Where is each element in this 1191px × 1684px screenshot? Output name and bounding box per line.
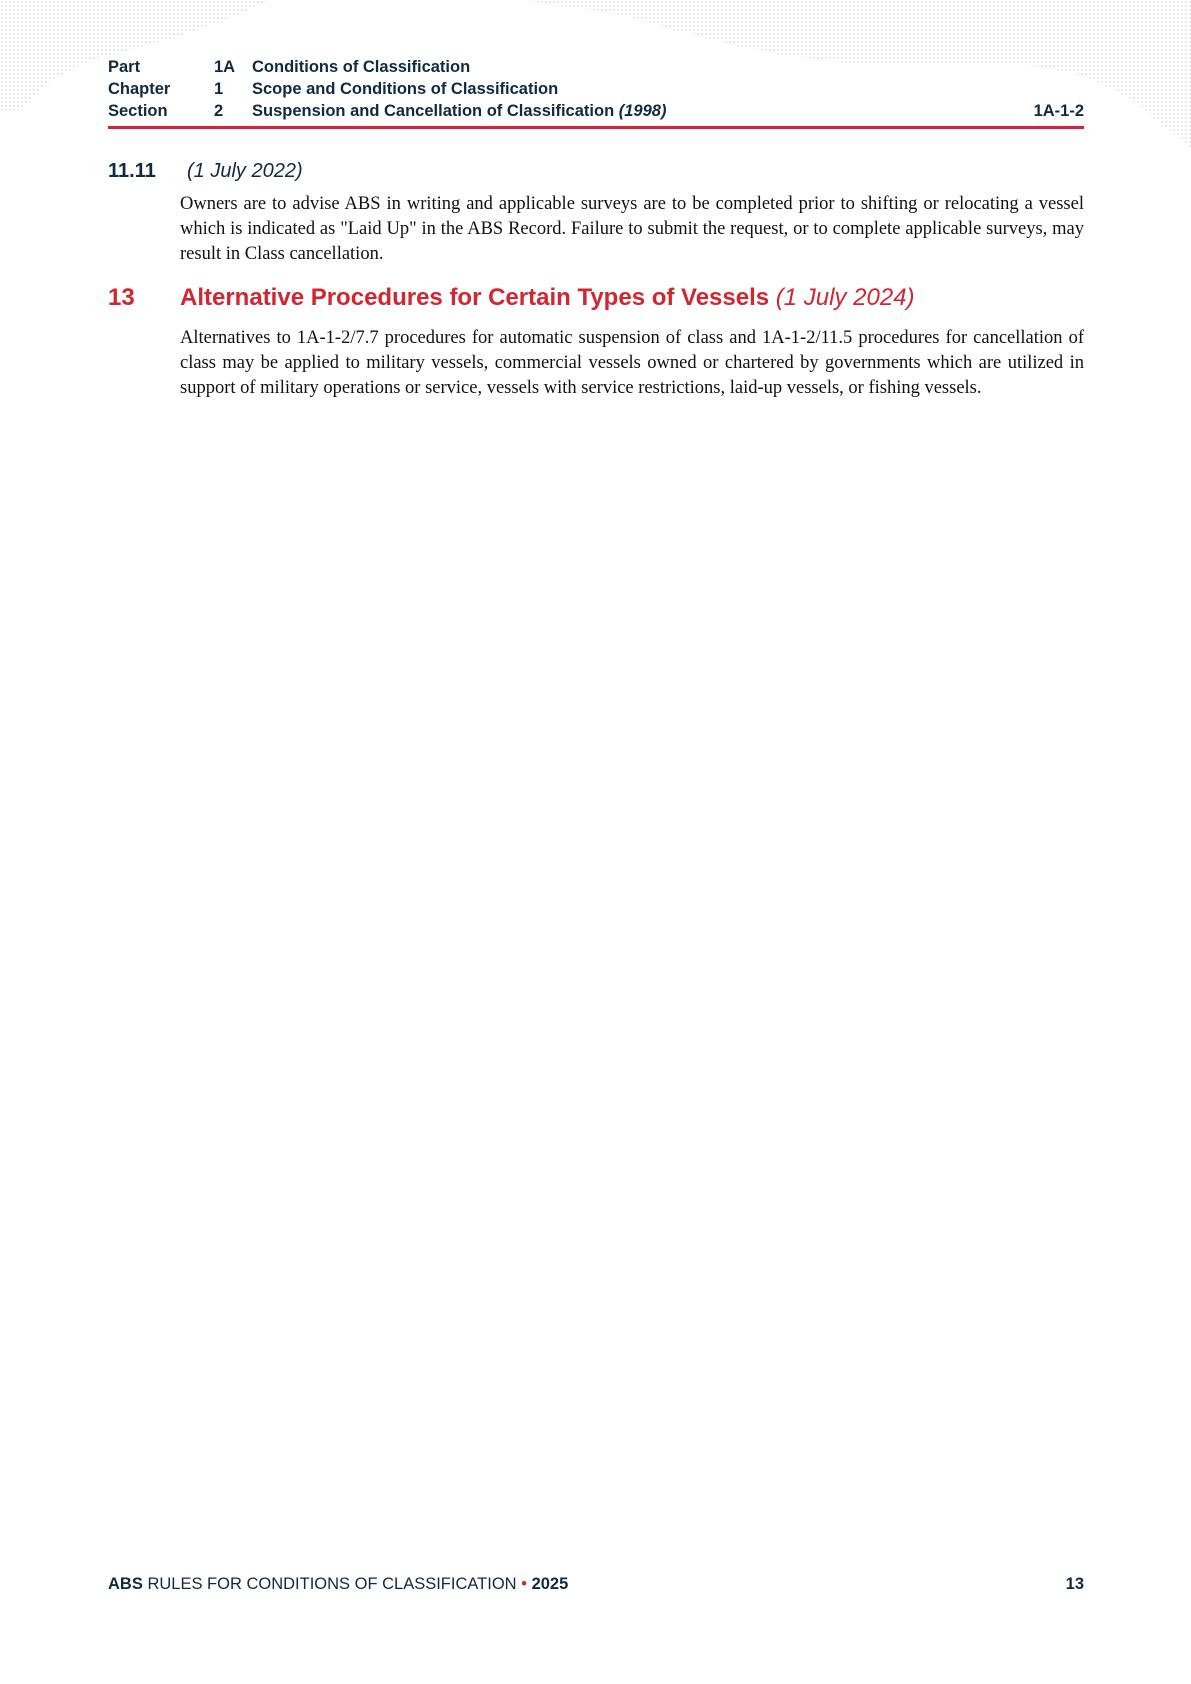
section-number: 2 — [214, 102, 224, 120]
part-title: Conditions of Classification — [252, 58, 471, 76]
footer-separator: • — [521, 1575, 527, 1593]
chapter-number: 1 — [214, 80, 224, 98]
section-label: Section — [108, 102, 168, 120]
page-footer — [108, 1573, 1084, 1595]
section-heading-title: Alternative Procedures for Certain Types of Vessels — [180, 284, 770, 311]
page-number: 13 — [1065, 1575, 1084, 1593]
header-section-row — [108, 100, 1084, 122]
footer-year: 2025 — [531, 1575, 569, 1593]
section-heading-date: (1 July 2024) — [775, 284, 915, 311]
subsection-number: 11.11 — [108, 160, 156, 182]
section-reference: 1A-1-2 — [1033, 102, 1084, 120]
section-heading-number: 13 — [108, 284, 135, 311]
section-paragraph: Alternatives to 1A-1-2/7.7 procedures for automatic suspension of class and 1A-1-2/11.5 procedures for cancellation of class may be applied to military vessels, commercial vessels owned or chartered by governments which are utilized in support of military operations or service, vessels with service restrictions, laid-up vessels, or fishing vessels. — [180, 328, 1084, 398]
header-rule — [108, 126, 1084, 129]
part-label: Part — [108, 58, 141, 76]
part-number: 1A — [214, 58, 236, 76]
subsection-paragraph: Owners are to advise ABS in writing and applicable surveys are to be completed prior to shifting or relocating a vessel which is indicated as "Laid Up" in the ABS Record. Failure to submit the request, or to complete applicable surveys, may result in Class cancellation. — [180, 194, 1084, 264]
section-heading-title-wrap — [180, 284, 915, 312]
subsection-date: (1 July 2022) — [187, 160, 303, 182]
footer-title: RULES FOR CONDITIONS OF CLASSIFICATION — [147, 1575, 517, 1593]
subsection-heading — [108, 160, 303, 183]
chapter-label: Chapter — [108, 80, 171, 98]
section-title: Suspension and Cancellation of Classification — [252, 102, 615, 120]
section-title-wrap — [252, 100, 666, 122]
running-header — [108, 56, 1084, 122]
chapter-title: Scope and Conditions of Classification — [252, 80, 559, 98]
header-chapter-row — [108, 78, 1084, 100]
section-date: (1998) — [618, 102, 667, 120]
footer-brand: ABS — [108, 1575, 143, 1593]
header-part-row — [108, 56, 1084, 78]
